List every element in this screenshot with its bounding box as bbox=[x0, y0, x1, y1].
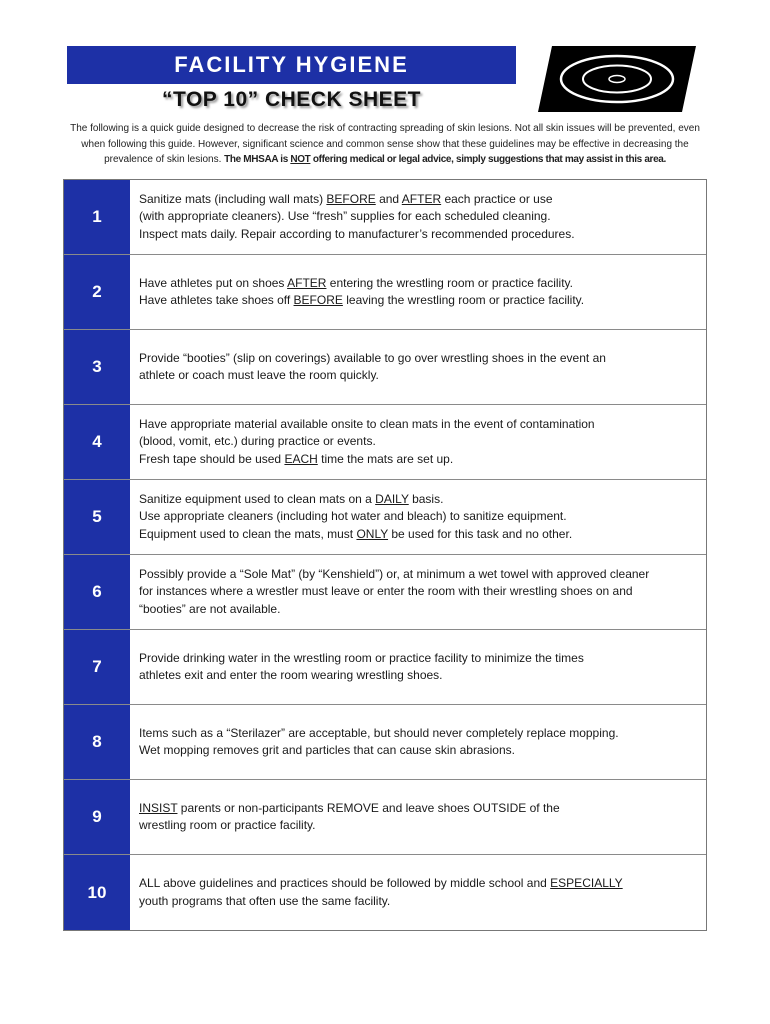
checklist-row bbox=[64, 555, 706, 630]
checklist-row bbox=[64, 255, 706, 330]
item-number: 8 bbox=[64, 705, 131, 779]
intro-paragraph bbox=[60, 121, 710, 168]
item-line bbox=[139, 742, 698, 760]
item-text bbox=[139, 555, 698, 629]
line-text: Provide “booties” (slip on coverings) available to go over wrestling shoes in the event an bbox=[139, 350, 606, 365]
line-text: youth programs that often use the same facility. bbox=[139, 893, 391, 908]
line-text: Possibly provide a “Sole Mat” (by “Kenshield”) or, at minimum a wet towel with approved cleaner bbox=[139, 566, 650, 581]
line-text: wrestling room or practice facility. bbox=[139, 818, 316, 832]
line-text: each practice or use bbox=[441, 191, 553, 206]
line-text: be used for this task and no other. bbox=[388, 526, 573, 541]
line-text: Wet mopping removes grit and particles that can cause skin abrasions. bbox=[139, 743, 515, 757]
checklist-row bbox=[64, 630, 706, 705]
item-line bbox=[139, 800, 698, 818]
item-number: 2 bbox=[64, 255, 131, 329]
item-text bbox=[139, 630, 698, 704]
item-line bbox=[139, 275, 698, 293]
page-title: FACILITY HYGIENE bbox=[67, 46, 516, 84]
item-line bbox=[139, 433, 698, 451]
item-line bbox=[139, 583, 698, 601]
checklist-row bbox=[64, 780, 706, 855]
emphasis-text: INSIST bbox=[139, 800, 178, 815]
item-text bbox=[139, 780, 698, 854]
line-text: Have athletes put on shoes bbox=[139, 275, 288, 290]
line-text: Use appropriate cleaners (including hot water and bleach) to sanitize equipment. bbox=[139, 509, 567, 524]
item-line bbox=[139, 893, 698, 911]
emphasis-text: EACH bbox=[284, 451, 318, 466]
line-text: Sanitize mats (including wall mats) bbox=[139, 191, 327, 206]
item-text bbox=[139, 480, 698, 554]
line-text: Items such as a “Sterilazer” are acceptable, but should never completely replace mopping. bbox=[139, 725, 619, 740]
item-line bbox=[139, 526, 698, 544]
item-number: 3 bbox=[64, 330, 131, 404]
line-text: for instances where a wrestler must leave or enter the room with their wrestling shoes on and bbox=[139, 584, 633, 599]
line-text: time the mats are set up. bbox=[317, 451, 454, 466]
line-text: and bbox=[375, 191, 402, 206]
page-subtitle: “TOP 10” CHECK SHEET bbox=[162, 88, 421, 111]
checklist-row bbox=[64, 405, 706, 480]
item-line bbox=[139, 725, 698, 743]
line-text: Sanitize equipment used to clean mats on a bbox=[139, 491, 376, 506]
intro-text: The following is a quick guide designed to decrease the risk of contracting spreading of skin lesions. Not all skin issues will be prevented, even when following this guide. However, significant science and common sense show that these guidelines may be effective in decreasing the prevalence of skin lesions. bbox=[70, 123, 700, 165]
item-number: 6 bbox=[64, 555, 131, 629]
item-line bbox=[139, 226, 698, 244]
line-text: Fresh tape should be used bbox=[139, 451, 285, 466]
item-line bbox=[139, 566, 698, 584]
item-text bbox=[139, 405, 698, 479]
wrestling-mat-icon bbox=[538, 46, 696, 112]
emphasis-text: BEFORE bbox=[293, 293, 343, 307]
line-text: ALL above guidelines and practices should be followed by middle school and bbox=[139, 876, 551, 890]
emphasis-text: ESPECIALLY bbox=[550, 876, 623, 890]
checklist-row bbox=[64, 180, 706, 255]
item-line bbox=[139, 451, 698, 469]
item-text bbox=[139, 180, 698, 254]
item-line bbox=[139, 367, 698, 385]
item-text bbox=[139, 255, 698, 329]
line-text: Have appropriate material available onsite to clean mats in the event of contamination bbox=[139, 416, 595, 431]
line-text: “booties” are not available. bbox=[139, 601, 281, 616]
line-text: basis. bbox=[408, 491, 444, 506]
checklist-table bbox=[63, 179, 707, 931]
item-number: 7 bbox=[64, 630, 131, 704]
line-text: Equipment used to clean the mats, must bbox=[139, 526, 357, 541]
checklist-row bbox=[64, 480, 706, 555]
checklist-row bbox=[64, 705, 706, 780]
item-number: 4 bbox=[64, 405, 131, 479]
disclaimer-note: The MHSAA is NOT offering medical or legal advice, simply suggestions that may assist in this area. bbox=[224, 154, 666, 165]
item-line bbox=[139, 650, 698, 668]
item-text bbox=[139, 855, 698, 930]
emphasis-text: DAILY bbox=[375, 491, 409, 506]
item-line bbox=[139, 817, 698, 835]
item-line bbox=[139, 508, 698, 526]
item-number: 10 bbox=[64, 855, 131, 930]
item-line bbox=[139, 416, 698, 434]
item-line bbox=[139, 667, 698, 685]
line-text: (with appropriate cleaners). Use “fresh” supplies for each scheduled cleaning. bbox=[139, 209, 551, 224]
item-number: 1 bbox=[64, 180, 131, 254]
item-line bbox=[139, 208, 698, 226]
item-text bbox=[139, 330, 698, 404]
line-text: leaving the wrestling room or practice facility. bbox=[342, 293, 585, 307]
line-text: Inspect mats daily. Repair according to manufacturer’s recommended procedures. bbox=[139, 226, 575, 241]
item-text bbox=[139, 705, 698, 779]
checklist-row bbox=[64, 855, 706, 930]
line-text: (blood, vomit, etc.) during practice or events. bbox=[139, 434, 376, 449]
line-text: athlete or coach must leave the room quickly. bbox=[139, 368, 379, 382]
emphasis-text: AFTER bbox=[287, 275, 327, 290]
item-line bbox=[139, 292, 698, 310]
item-line bbox=[139, 875, 698, 893]
item-line bbox=[139, 491, 698, 509]
line-text: athletes exit and enter the room wearing wrestling shoes. bbox=[139, 668, 443, 682]
line-text: Have athletes take shoes off bbox=[139, 293, 294, 307]
line-text: parents or non-participants REMOVE and leave shoes OUTSIDE of the bbox=[177, 800, 560, 815]
item-line bbox=[139, 350, 698, 368]
item-line bbox=[139, 601, 698, 619]
item-line bbox=[139, 191, 698, 209]
line-text: entering the wrestling room or practice facility. bbox=[326, 275, 573, 290]
emphasis-text: AFTER bbox=[401, 191, 442, 206]
item-number: 5 bbox=[64, 480, 131, 554]
emphasis-text: BEFORE bbox=[326, 191, 376, 206]
line-text: Provide drinking water in the wrestling room or practice facility to minimize the times bbox=[139, 650, 584, 665]
checklist-row bbox=[64, 330, 706, 405]
emphasis-text: ONLY bbox=[356, 526, 389, 541]
item-number: 9 bbox=[64, 780, 131, 854]
